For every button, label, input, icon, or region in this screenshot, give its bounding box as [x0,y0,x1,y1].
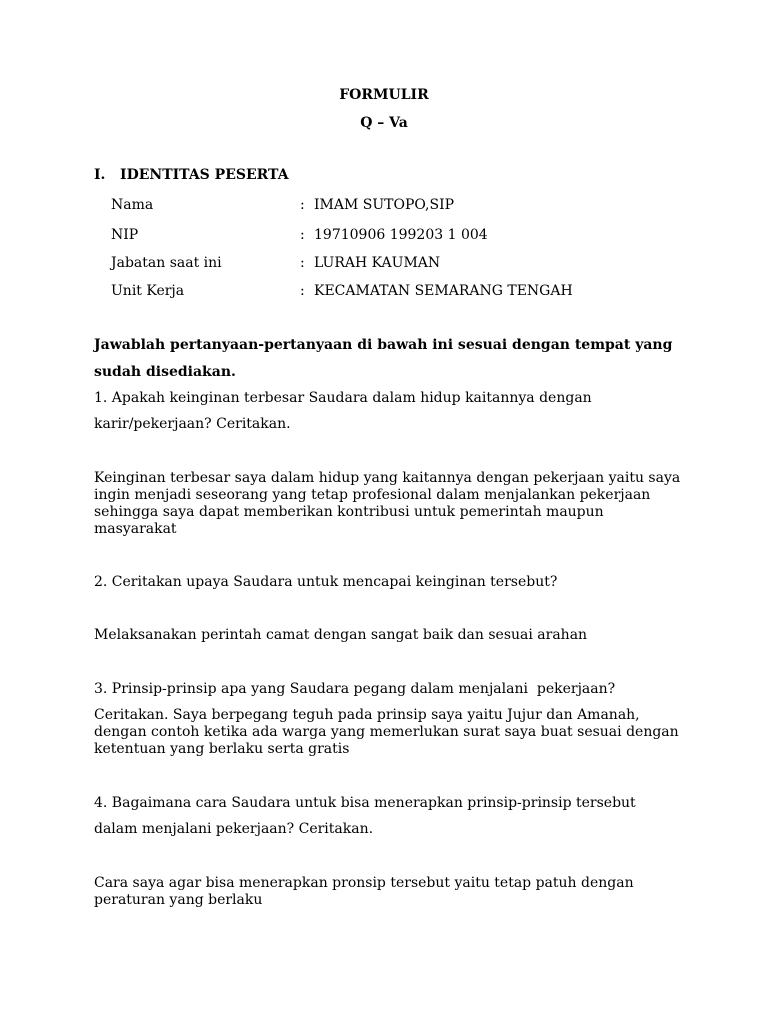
question-4-line-2: dalam menjalani pekerjaan? Ceritakan. [94,821,374,837]
section-heading-identitas: I. IDENTITAS PESERTA [94,167,289,183]
question-1-line-1: 1. Apakah keinginan terbesar Saudara dalam hidup kaitannya dengan [94,390,592,406]
field-value-nip: 19710906 199203 1 004 [314,227,488,243]
answer-4: Cara saya agar bisa menerapkan pronsip tersebut yaitu tetap patuh dengan peraturan yang berlaku [94,875,634,908]
answer-2: Melaksanakan perintah camat dengan sangat baik dan sesuai arahan [94,627,588,643]
field-colon: : [300,227,305,243]
form-title: FORMULIR [339,87,429,103]
answer-1: Keinginan terbesar saya dalam hidup yang kaitannya dengan pekerjaan yaitu saya ingin menjadi seseorang yang tetap profesional dalam menjalankan pekerjaan sehingga saya dapat memberikan kontribusi untuk pemerintah maupun masyarakat [94,470,681,537]
field-value-jabatan: LURAH KAUMAN [314,255,441,271]
field-label-unit-kerja: Unit Kerja [111,283,185,299]
form-subtitle: Q – Va [360,115,408,131]
field-colon: : [300,255,305,271]
field-colon: : [300,197,305,213]
field-colon: : [300,283,305,299]
question-1-line-2: karir/pekerjaan? Ceritakan. [94,416,291,432]
field-label-nama: Nama [111,197,154,213]
field-value-unit-kerja: KECAMATAN SEMARANG TENGAH [314,283,573,299]
answer-3: Ceritakan. Saya berpegang teguh pada prinsip saya yaitu Jujur dan Amanah, dengan contoh ketika ada warga yang memerlukan surat saya buat sesuai dengan ketentuan yang berlaku serta gratis [94,707,679,757]
field-label-nip: NIP [111,227,139,243]
instruction-line-1: Jawablah pertanyaan-pertanyaan di bawah ini sesuai dengan tempat yang [94,337,673,353]
field-value-nama: IMAM SUTOPO,SIP [314,197,455,213]
field-label-jabatan: Jabatan saat ini [111,255,222,271]
question-4-line-1: 4. Bagaimana cara Saudara untuk bisa menerapkan prinsip-prinsip tersebut [94,795,636,811]
question-3: 3. Prinsip-prinsip apa yang Saudara pegang dalam menjalani pekerjaan? [94,681,616,697]
question-2: 2. Ceritakan upaya Saudara untuk mencapai keinginan tersebut? [94,574,558,590]
instruction-line-2: sudah disediakan. [94,364,236,380]
